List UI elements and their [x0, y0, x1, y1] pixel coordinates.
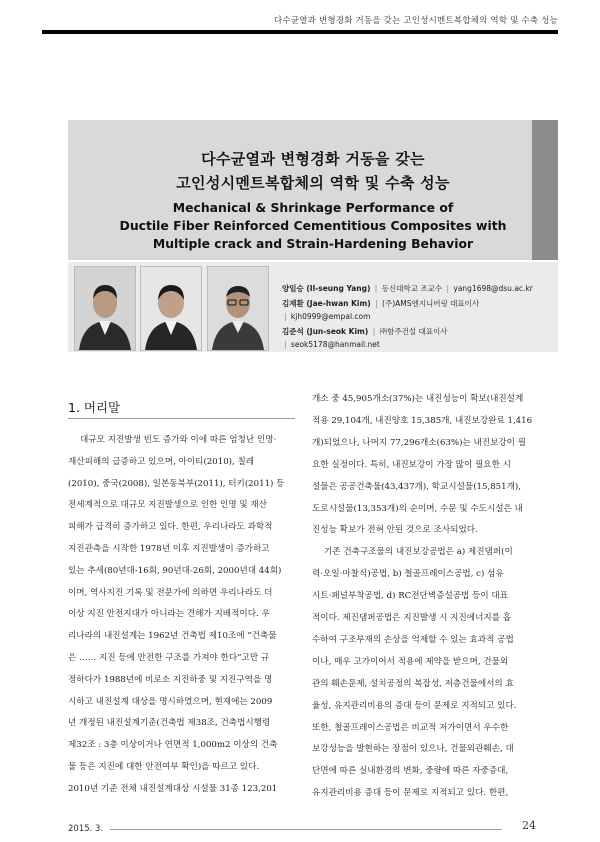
body-line: 단면에 따른 실내환경의 변화, 중량에 따른 자중증대,: [312, 766, 509, 777]
body-line: 진성능 확보가 전혀 안된 것으로 조사되었다.: [312, 525, 478, 536]
body-line: 년 개정된 내진설계기준(건축법 제38조, 건축법시행령: [68, 718, 271, 729]
running-title: 다수균열과 변형경화 거동을 갖는 고인성시멘트복합체의 역학 및 수축 성능: [274, 16, 558, 26]
body-line: 전세계적으로 대규모 지진발생으로 인한 인명 및 재산: [68, 500, 268, 511]
body-line: 율성, 유지관리비용의 증대 등이 문제로 지적되고 있다.: [312, 700, 517, 711]
body-line: 시트·패널부착공법, d) RC전단벽증설공법 등이 대표: [312, 591, 509, 602]
body-line: 피해가 급격히 증가하고 있다. 한편, 우리나라도 과학적: [68, 522, 273, 533]
author-photo-1: [74, 266, 136, 351]
body-line: 적용 29,104개, 내진양호 15,385개, 내진보강완료 1,416: [312, 415, 533, 426]
author-2-line2: | kjh0999@empal.com: [284, 312, 371, 321]
body-line: 또한, 철골프레이스공법은 비교적 저가이면서 우수한: [312, 722, 509, 733]
author-2-name: 김재환 (Jae-hwan Kim): [282, 299, 371, 308]
body-line: 있는 추세(80년대-16회, 90년대-26회, 2000년대 44회): [68, 565, 282, 576]
footer-date: 2015. 3.: [68, 824, 104, 834]
title-band: [68, 120, 558, 260]
author-3-line2: | seok5178@hanmail.net: [284, 340, 380, 349]
title-ko-line1: 다수균열과 변형경화 거동을 갖는: [201, 150, 425, 168]
footer-rule: [110, 829, 502, 830]
body-line: 도로시설물(13,353개)의 순이며, 수문 및 수도시설은 내: [312, 503, 523, 514]
title-ko-line2: 고인성시멘트복합체의 역학 및 수축 성능: [176, 174, 450, 192]
author-1-detail: 동신대학교 조교수: [381, 284, 443, 293]
body-line: 제32조 : 3층 이상이거나 연면적 1,000m2 이상의 건축: [68, 740, 278, 751]
section-rule: [68, 418, 295, 419]
header-rule: [42, 30, 558, 34]
body-line: 력·오일·마찰식)공법, b) 철골프레이스공법, c) 섬유: [312, 569, 504, 580]
author-1-line1: 양일승 (Il-seung Yang) | 동신대학교 조교수 | yang1698@dsu.ac.kr: [282, 284, 533, 293]
body-line: 개소 중 45,905개소(37%)는 내진성능이 확보(내진설계: [312, 394, 524, 404]
author-1-email: yang1698@dsu.ac.kr: [453, 284, 533, 293]
body-line: 시하고 내진설계 대상을 명시하였으며, 현재에는 2009: [68, 696, 273, 707]
title-en-line2: Ductile Fiber Reinforced Cementitious Composites with: [119, 218, 507, 233]
body-line: 기존 건축구조물의 내진보강공법은 a) 제진댐퍼(이: [324, 547, 513, 558]
body-line: 은 …… 지진 등에 안전한 구조를 가져야 한다”고만 규: [68, 653, 270, 663]
body-line: 지진관측을 시작한 1978년 이후 지진발생이 증가하고: [68, 544, 270, 554]
body-line: 관의 훼손문제, 설치공정의 복잡성, 저층건물에서의 효: [312, 678, 514, 689]
body-line: 설물은 공공건축물(43,437개), 학교시설물(15,851개),: [312, 481, 522, 492]
author-3-email: seok5178@hanmail.net: [290, 340, 380, 349]
author-2-detail: (주)AMS엔지니어링 대표이사: [382, 299, 480, 308]
body-line: 리나라의 내진설계는 1962년 건축법 제10조에 “건축물: [68, 631, 277, 642]
author-3-detail: ㈜함주건설 대표이사: [379, 327, 448, 336]
body-line: 이며, 역사지진 기록 및 전문가에 의하면 우리나라도 더: [68, 587, 273, 598]
body-line: 수하여 구조부재의 손상을 억제할 수 있는 효과적 공법: [312, 634, 514, 645]
body-line: 개)되었으나, 나머지 77,296개소(63%)는 내진보강이 필: [312, 437, 527, 448]
author-2-email: kjh0999@empal.com: [290, 312, 371, 321]
body-line: 정하다가 1988년에 비로소 지진하중 및 지진구역을 명: [68, 674, 273, 685]
body-line: 대규모 지진발생 빈도 증가와 이에 따른 엄청난 인명·: [80, 435, 277, 445]
body-line: 물 등은 지진에 대한 안전여부 확인)을 따르고 있다.: [68, 762, 260, 772]
author-photo-2: [140, 266, 202, 351]
author-2-line1: 김재환 (Jae-hwan Kim) | (주)AMS엔지니어링 대표이사: [282, 299, 480, 308]
body-line: (2010), 중국(2008), 일본동북부(2011), 터키(2011) 등: [68, 478, 285, 489]
body-line: 유지관리비용 증대 등이 문제로 지적되고 있다. 한편,: [312, 788, 509, 799]
body-line: 재산피해의 급증하고 있으며, 아이티(2010), 칠레: [68, 456, 255, 467]
body-line: 보강성능을 발현하는 장점이 있으나, 건물외관훼손, 대: [312, 744, 514, 755]
author-1-name: 양일승 (Il-seung Yang): [282, 284, 371, 293]
author-photo-3: [207, 266, 269, 351]
body-line: 적이다. 제진댐퍼공법은 지진발생 시 지진에너지를 흡: [312, 613, 512, 623]
section-heading: 1. 머리말: [68, 400, 121, 415]
author-3-line1: 김준석 (Jun-seok Kim) | ㈜함주건설 대표이사: [282, 327, 448, 336]
body-line: 이상 지진 안전지대가 아니라는 견해가 지배적이다. 우: [68, 609, 270, 620]
body-line: 요한 실정이다. 특히, 내진보강이 가장 많이 필요한 시: [312, 459, 511, 470]
page-number: 24: [522, 819, 536, 832]
body-line: 2010년 기준 전체 내진설계대상 시설물 31종 123,201: [68, 783, 278, 794]
title-en-line1: Mechanical & Shrinkage Performance of: [172, 200, 454, 215]
author-3-name: 김준석 (Jun-seok Kim): [282, 327, 369, 336]
body-line: 이나, 매우 고가이어서 적용에 제약을 받으며, 건물외: [312, 656, 509, 667]
title-en-line3: Multiple crack and Strain-Hardening Behavior: [152, 236, 474, 251]
